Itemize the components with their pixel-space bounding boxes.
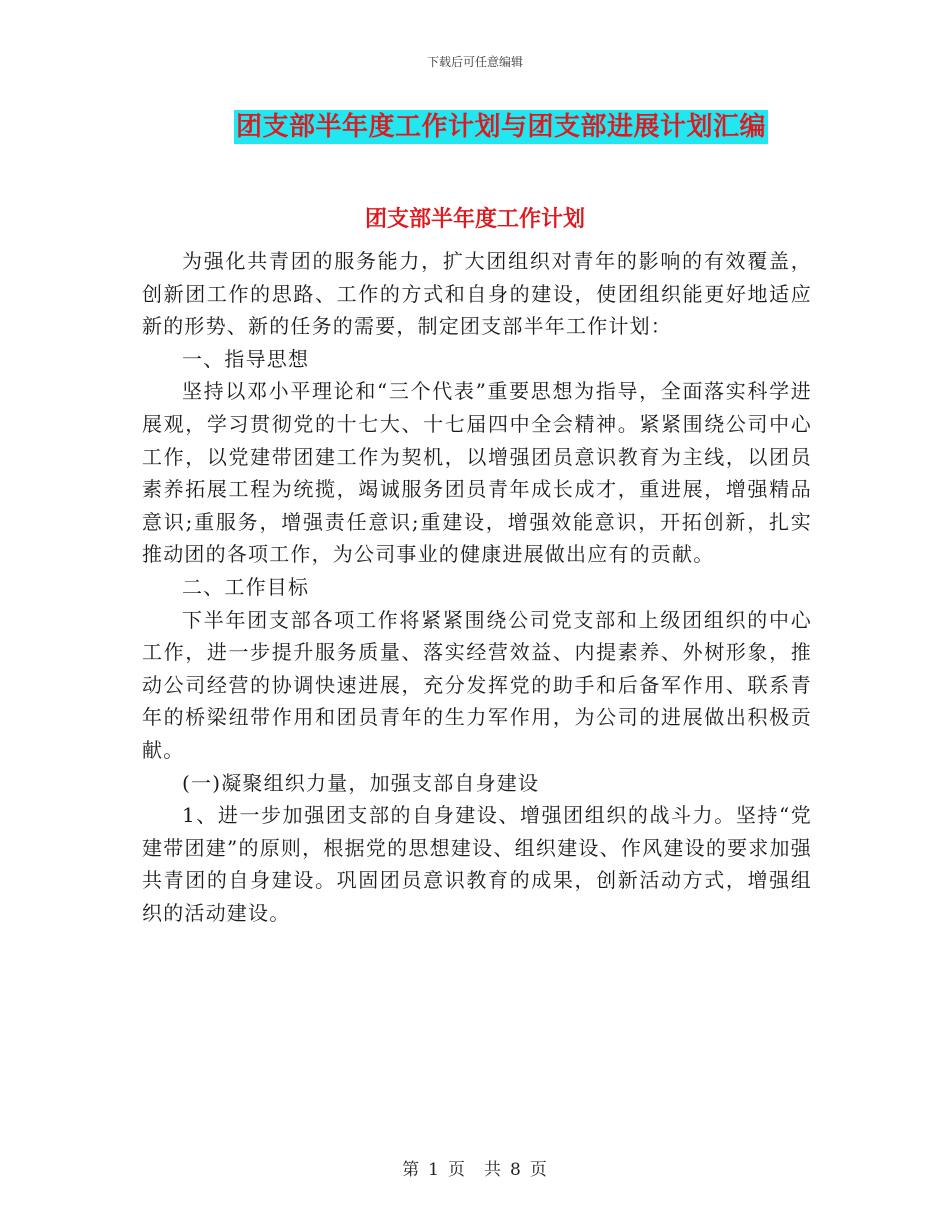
document-main-title: 团支部半年度工作计划与团支部进展计划汇编: [236, 112, 767, 142]
footer-prefix: 第: [402, 1160, 421, 1180]
page-footer: [0, 1155, 950, 1180]
work-goals-paragraph: 下半年团支部各项工作将紧紧围绕公司党支部和上级团组织的中心工作，进一步提升服务质量、落实经营效益、内提素养、外树形象，推动公司经营的协调快速进展，充分发挥党的助手和后备军作用、联系青年的桥梁纽带作用和团员青年的生力军作用，为公司的进展做出积极贡献。: [142, 607, 812, 762]
intro-paragraph: 为强化共青团的服务能力，扩大团组织对青年的影响的有效覆盖，创新团工作的思路、工作的方式和自身的建设，使团组织能更好地适应新的形势、新的任务的需要，制定团支部半年工作计划：: [142, 249, 812, 339]
current-page-number: 1: [428, 1160, 440, 1180]
document-body: [142, 245, 812, 929]
guiding-thought-paragraph: 坚持以邓小平理论和“三个代表”重要思想为指导，全面落实科学进展观，学习贯彻党的十七大、十七届四中全会精神。紧紧围绕公司中心工作，以党建带团建工作为契机，以增强团员意识教育为主线，以团员素养拓展工程为统揽，竭诚服务团员青年成长成才，重进展，增强精品意识;重服务，增强责任意识;重建设，增强效能意识，开拓创新，扎实推动团的各项工作，为公司事业的健康进展做出应有的贡献。: [142, 379, 812, 567]
footer-suffix: 页: [529, 1160, 548, 1180]
subheading-organization: (一)凝聚组织力量，加强支部自身建设: [182, 770, 540, 795]
section-title: 团支部半年度工作计划: [364, 206, 585, 232]
heading-guiding-thought: 一、指导思想: [182, 346, 310, 371]
page-header-note: 下载后可任意编辑: [426, 55, 523, 69]
organization-paragraph: 1、进一步加强团支部的自身建设、增强团组织的战斗力。坚持“党建带团建”的原则，根据党的思想建设、组织建设、作风建设的要求加强共青团的自身建设。巩固团员意识教育的成果，创新活动方式，增强组织的活动建设。: [142, 803, 812, 925]
total-pages-number: 8: [510, 1160, 522, 1180]
heading-work-goals: 二、工作目标: [182, 574, 310, 599]
footer-mid: 页 共: [448, 1160, 502, 1180]
